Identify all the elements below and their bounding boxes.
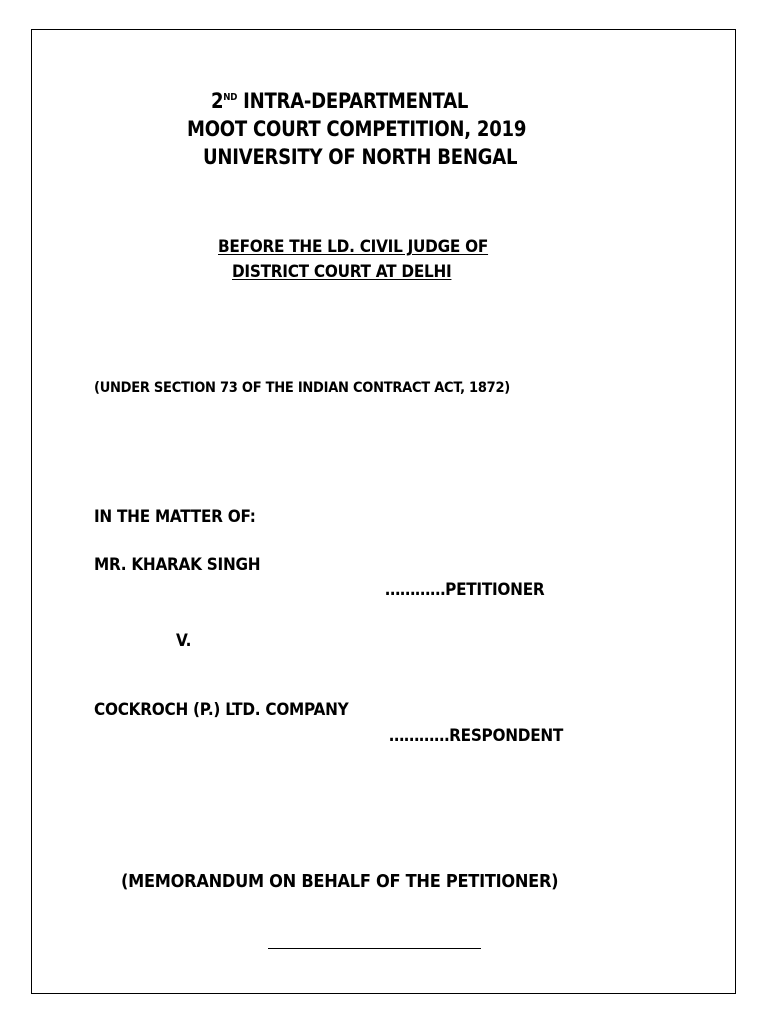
respondent-role: …………RESPONDENT: [389, 726, 564, 746]
versus: V.: [176, 631, 192, 651]
court-line-2: DISTRICT COURT AT DELHI: [232, 262, 452, 282]
title-line-2: MOOT COURT COMPETITION, 2019: [187, 117, 527, 141]
respondent-name: COCKROCH (P.) LTD. COMPANY: [94, 700, 349, 720]
petitioner-role: …………PETITIONER: [385, 580, 545, 600]
petitioner-name: MR. KHARAK SINGH: [94, 555, 261, 575]
court-line-1: BEFORE THE LD. CIVIL JUDGE OF: [218, 237, 489, 257]
matter-heading: IN THE MATTER OF:: [94, 507, 256, 527]
memorandum-label: (MEMORANDUM ON BEHALF OF THE PETITIONER): [121, 871, 559, 892]
title-line-3: UNIVERSITY OF NORTH BENGAL: [203, 145, 518, 169]
title-line-1: 2ND INTRA-DEPARTMENTAL: [211, 89, 469, 113]
statute-reference: (UNDER SECTION 73 OF THE INDIAN CONTRACT ACT, 1872): [94, 380, 510, 396]
signature-line: [268, 948, 481, 949]
